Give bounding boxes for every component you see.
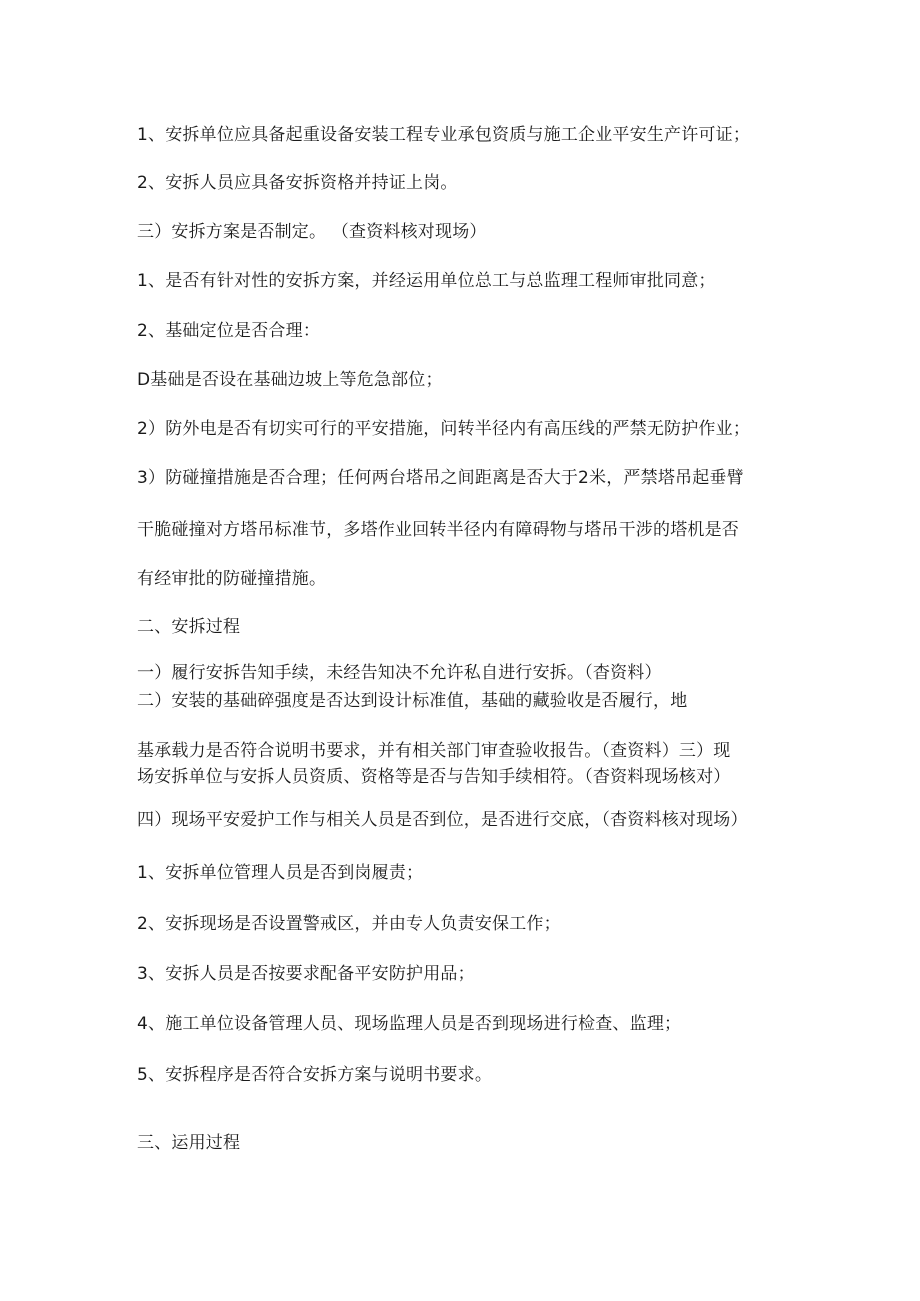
list-item: 4、施工单位设备管理人员、现场监理人员是否到现场进行检查、监理； — [137, 1014, 682, 1034]
list-item: 1、安拆单位管理人员是否到岗履责； — [137, 863, 424, 883]
text-line: 2、基础定位是否合理： — [137, 321, 321, 341]
text-line: 1、安拆单位应具备起重设备安装工程专业承包资质与施工企业平安生产许可证； — [137, 125, 751, 145]
list-item: 3、安拆人员是否按要求配备平安防护用品； — [137, 964, 475, 984]
text-line: 基承载力是否符合说明书要求，并有相关部门审查验收报告。（查资料）三）现 — [137, 741, 731, 761]
text-line: 有经审批的防碰撞措施。 — [137, 569, 327, 589]
list-item: 2、安拆现场是否设置警戒区，并由专人负责安保工作； — [137, 914, 561, 934]
text-line: 场安拆单位与安拆人员资质、资格等是否与告知手续相符。（杳资料现场核对） — [137, 767, 731, 787]
text-line: 四）现场平安爱护工作与相关人员是否到位，是否进行交底，（杳资料核对现场） — [137, 810, 748, 830]
text-line: D基础是否设在基础边坡上等危急部位； — [137, 370, 443, 390]
text-line: 2）防外电是否有切实可行的平安措施，问转半径内有高压线的严禁无防护作业； — [137, 419, 751, 439]
list-item: 5、安拆程序是否符合安拆方案与说明书要求。 — [137, 1065, 493, 1085]
section-heading: 二、安拆过程 — [137, 617, 241, 637]
text-line: 干脆碰撞对方塔吊标准节，多塔作业回转半径内有障碍物与塔吊干涉的塔机是否 — [137, 520, 739, 540]
text-line: 1、是否有针对性的安拆方案，并经运用单位总工与总监理工程师审批同意； — [137, 271, 716, 291]
text-line: 3）防碰撞措施是否合理；任何两台塔吊之间距离是否大于2米，严禁塔吊起垂臂 — [137, 468, 744, 488]
section-heading: 三、运用过程 — [137, 1133, 241, 1153]
text-line: 二）安装的基础碎强度是否达到设计标准值，基础的藏验收是否履行，地 — [137, 691, 688, 711]
text-line: 一）履行安拆告知手续，未经告知决不允许私自进行安拆。（杳资料） — [137, 663, 662, 683]
text-line: 2、安拆人员应具备安拆资格并持证上岗。 — [137, 173, 458, 193]
section-heading: 三）安拆方案是否制定。 （查资料核对现场） — [137, 222, 487, 242]
